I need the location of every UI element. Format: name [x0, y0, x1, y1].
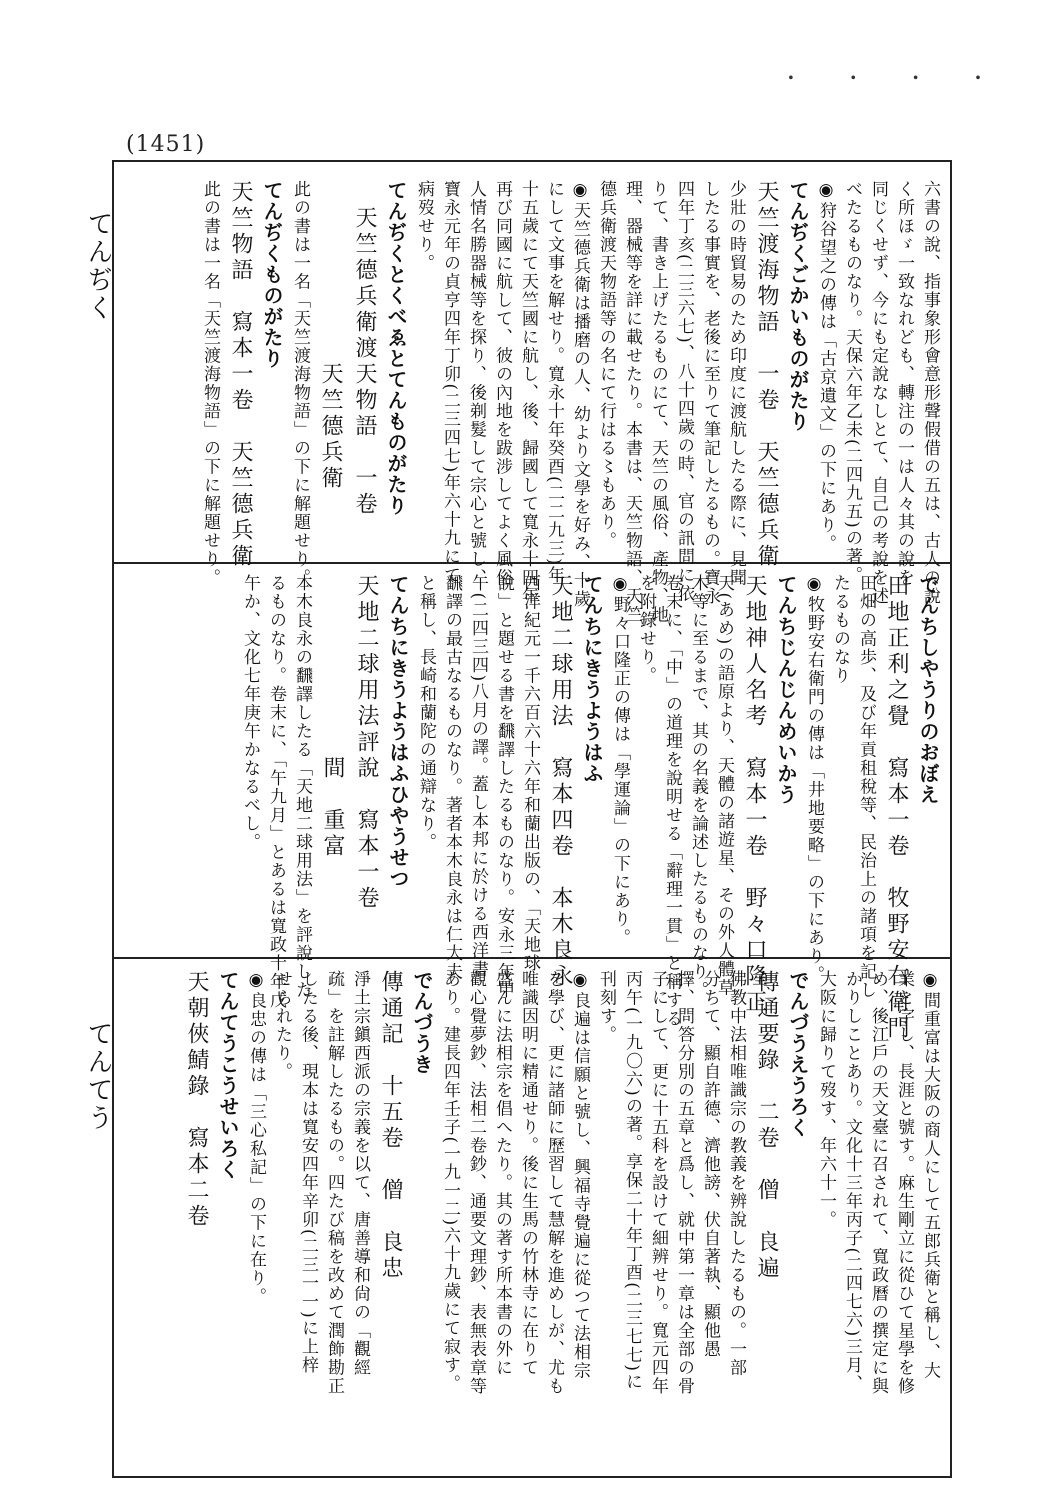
entry-heading-kana: てんぢくごかいものがたり [786, 180, 810, 432]
entry-title: 天竺德兵衛渡天物語 一卷 [352, 180, 377, 518]
text-column: ◉牧野安右衛門の傳は「井地要略」の下にあり。 [804, 574, 824, 984]
entry-title: 田地正利之覺 寫本一卷 牧野安右衛門 [884, 574, 909, 1042]
margin-heading-lower: てんてう [83, 1020, 113, 1132]
text-column: ◉良忠の傳は「三心私記」の下に在り。 [246, 970, 266, 1306]
entry-heading-kana: でんづうえうろく [786, 970, 810, 1138]
text-column: 盛んに法相宗を倡へたり。其の著す所本書の外に [492, 970, 512, 1377]
text-column: りて、書き上げたるものにて、天竺の風俗、產物、地 [648, 180, 668, 624]
entry-title: 傳通記 十五卷 僧 良忠 [378, 970, 403, 1282]
text-column: ◉良遍は信願と號し、興福寺覺遍に從つて法相宗 [570, 970, 590, 1380]
text-column: 疏」を註解したるもの。四たび稿を改めて潤飾勘正 [324, 970, 344, 1396]
text-column: ◉天竺德兵衛は播磨の人、幼より文學を好み、十歲 [570, 180, 590, 609]
text-column: と稱し、長崎和蘭陀の通辯なり。 [416, 574, 436, 852]
text-column: 再び同國に航して、彼の內地を跋涉してよく風俗 [492, 180, 512, 587]
text-column: を學び、更に諸師に歷習して慧解を進めしが、尤も [544, 970, 564, 1396]
entry-heading-kana: てんちにきうようはふひやうせつ [386, 574, 410, 889]
entry-title: 天地二球用法評說 寫本一卷 [354, 574, 379, 912]
text-column: 卷末に、「中」の道理を說明せる「辭理一貫」と稱する [662, 574, 682, 1028]
margin-heading-upper: てんぢく [83, 210, 113, 322]
text-column: 四年丁亥(二三六七)、八十四歲の時、官の訊問に依 [674, 180, 694, 604]
bottom-section [124, 970, 940, 1465]
text-column: べたるものなり。天保六年乙未(二四九五)の著。 [842, 180, 862, 585]
entry-title: 傳通要錄 二卷 僧 良遍 [754, 970, 779, 1282]
text-column: 唯識因明に精通せり。後に生馬の竹林寺に在りて [518, 970, 538, 1377]
text-column: 寶永元年の貞亨四年丁卯(二三四七)年六十九にて [440, 180, 460, 585]
text-column: 丙午(一九〇六)の著。享保二十年丁酉(二三七七)に [622, 970, 642, 1392]
top-section [124, 180, 940, 624]
text-column: 田畑の高歩、及び年貢租稅等、民治上の諸項を記し [856, 574, 876, 1000]
page-number: (1451) [126, 132, 206, 157]
text-column: 天(あめ)の語原より、天體の諸遊星、その外人體草 [714, 574, 734, 998]
text-column: せられたり。 [272, 970, 292, 1081]
text-column: 西洋紀元一千六百六十六年和蘭出版の、「天地球 [520, 574, 540, 973]
text-column: 刊刻す。 [596, 970, 616, 1044]
text-column: 說」と題せる書を飜譯したるものなり。安永三年甲 [494, 574, 514, 1000]
text-column: 人情名勝器械等を探り、後剃髮して宗心と號し、 [466, 180, 486, 587]
text-column: ◉野々口隆正の傳は「學運論」の下にあり。 [610, 574, 630, 947]
entry-title: 天地二球用法 寫本四卷 本木良永 [548, 574, 573, 990]
text-column: 子にして、更に十五科を設けて細辨せり。寬元四年 [648, 970, 668, 1396]
text-column: たるものなり [830, 574, 850, 685]
text-column: 佛教中法相唯識宗の教義を辨說したるもの。一部 [726, 970, 746, 1377]
text-column: 德兵衛渡天物語等の名にて行はる〻もあり。 [596, 180, 616, 550]
text-column: したる事實を、老後に至りて筆記したるもの。寶永 [700, 180, 720, 606]
entry-heading-kana: でんちしやうりのおぼえ [916, 574, 940, 805]
entry-heading-kana: てんてうこうせいろく [216, 970, 240, 1180]
text-column: め、後江戶の天文臺に召されて、寬政曆の撰定に與 [868, 970, 888, 1396]
text-column: 木等に至るまで、其の名義を論述したるものなり。 [688, 574, 708, 1000]
text-column: 理、器械等を詳に載せたり。本書は、天竺物語、天竺 [622, 180, 642, 624]
entry-heading-kana: てんぢくとくべゑとてんものがたり [384, 180, 408, 516]
text-column: 午か、文化七年庚午かなるべし。 [240, 574, 260, 852]
entry-title: 天朝俠鯖錄 寫本二卷 [184, 970, 209, 1230]
entry-heading-kana: てんぢくものがたり [260, 180, 284, 369]
entry-heading-kana: てんちじんじんめいかう [774, 574, 798, 805]
text-column: 擇、問答分別の五章と爲し、就中第一章は全部の骨 [674, 970, 694, 1396]
entry-heading-kana: てんちにきうようはふ [580, 574, 604, 784]
text-column: 大阪に歸りて歿す、年六十一。 [816, 970, 836, 1229]
entry-title: 天竺渡海物語 一卷 天竺德兵衛 [754, 180, 779, 570]
text-column: 少壯の時貿易のため印度に渡航したる際に、見聞 [726, 180, 746, 587]
entry-title: 天地神人名考 寫本一卷 野々口隆正 [742, 574, 767, 1016]
text-column: 六書の說、指事象形會意形聲假借の五は、古人の說 [920, 180, 940, 606]
text-column: るものなり。卷末に、「午九月」とあるは寬政十年戊 [266, 574, 286, 1010]
text-column: く所ほゞ一致なれども、轉注の一は人々其の說を [894, 180, 914, 587]
text-column: 此の書は一名「天竺渡海物語」の下に解題せり。 [290, 180, 310, 587]
entry-heading-kana: でんづうき [410, 970, 434, 1075]
text-column: 淨土宗鎭西派の宗義を以て、唐善導和尙の「觀經 [350, 970, 370, 1377]
text-column: したる後、現本は寬安四年辛卯(二三一一)に上梓 [298, 970, 318, 1375]
text-column: あり。建長四年壬子(一九一二)六十九歲にて寂す。 [440, 970, 460, 1394]
text-column: 業と字し、長涯と號す。麻生剛立に從ひて星學を修 [894, 970, 914, 1396]
text-column: 十五歲にて天竺國に航し、後、歸國して寬永十四年 [518, 180, 538, 606]
text-column: 病歿せり。 [414, 180, 434, 273]
text-column: 同じくせず、今にも定說なしとて、自己の考說を述 [868, 180, 888, 606]
text-column: ◉狩谷望之の傳は「古京遺文」の下にあり。 [816, 180, 836, 553]
text-column: 本木良永の飜譯したる「天地二球用法」を評說した [292, 574, 312, 1000]
corner-dots: ・ ・ ・ ・ [780, 66, 1006, 90]
text-column: にして文事を解せり。寬永十年癸酉(二二九三)年 [544, 180, 564, 585]
text-column: 此の書は一名「天竺渡海物語」の下に解題せり。 [200, 180, 220, 587]
text-column: ◉間重富は大阪の商人にして五郎兵衛と稱し、大 [920, 970, 940, 1380]
text-column: 分ちて、顯自許德、濟他謗、伏自著執、顯他愚 [700, 970, 720, 1359]
text-column: 飜譯の最古なるものなり。著者本木良永は仁大夫 [442, 574, 462, 981]
text-column: を附錄せり。 [636, 574, 656, 685]
text-column: 觀心覺夢鈔、法相二卷鈔、通要文理鈔、表無表章等 [466, 970, 486, 1396]
entry-title: 間 重富 [320, 574, 345, 860]
text-column: 午(二四三四)八月の譯。蓋し本邦に於ける西洋書 [468, 574, 488, 979]
entry-title: 天竺德兵衛 [318, 180, 343, 492]
text-column: かりしことあり。文化十三年丙子(二四七六)三月、 [842, 970, 862, 1394]
page-frame [112, 160, 952, 1478]
entry-title: 天竺物語 寫本一卷 天竺德兵衛 [228, 180, 253, 570]
